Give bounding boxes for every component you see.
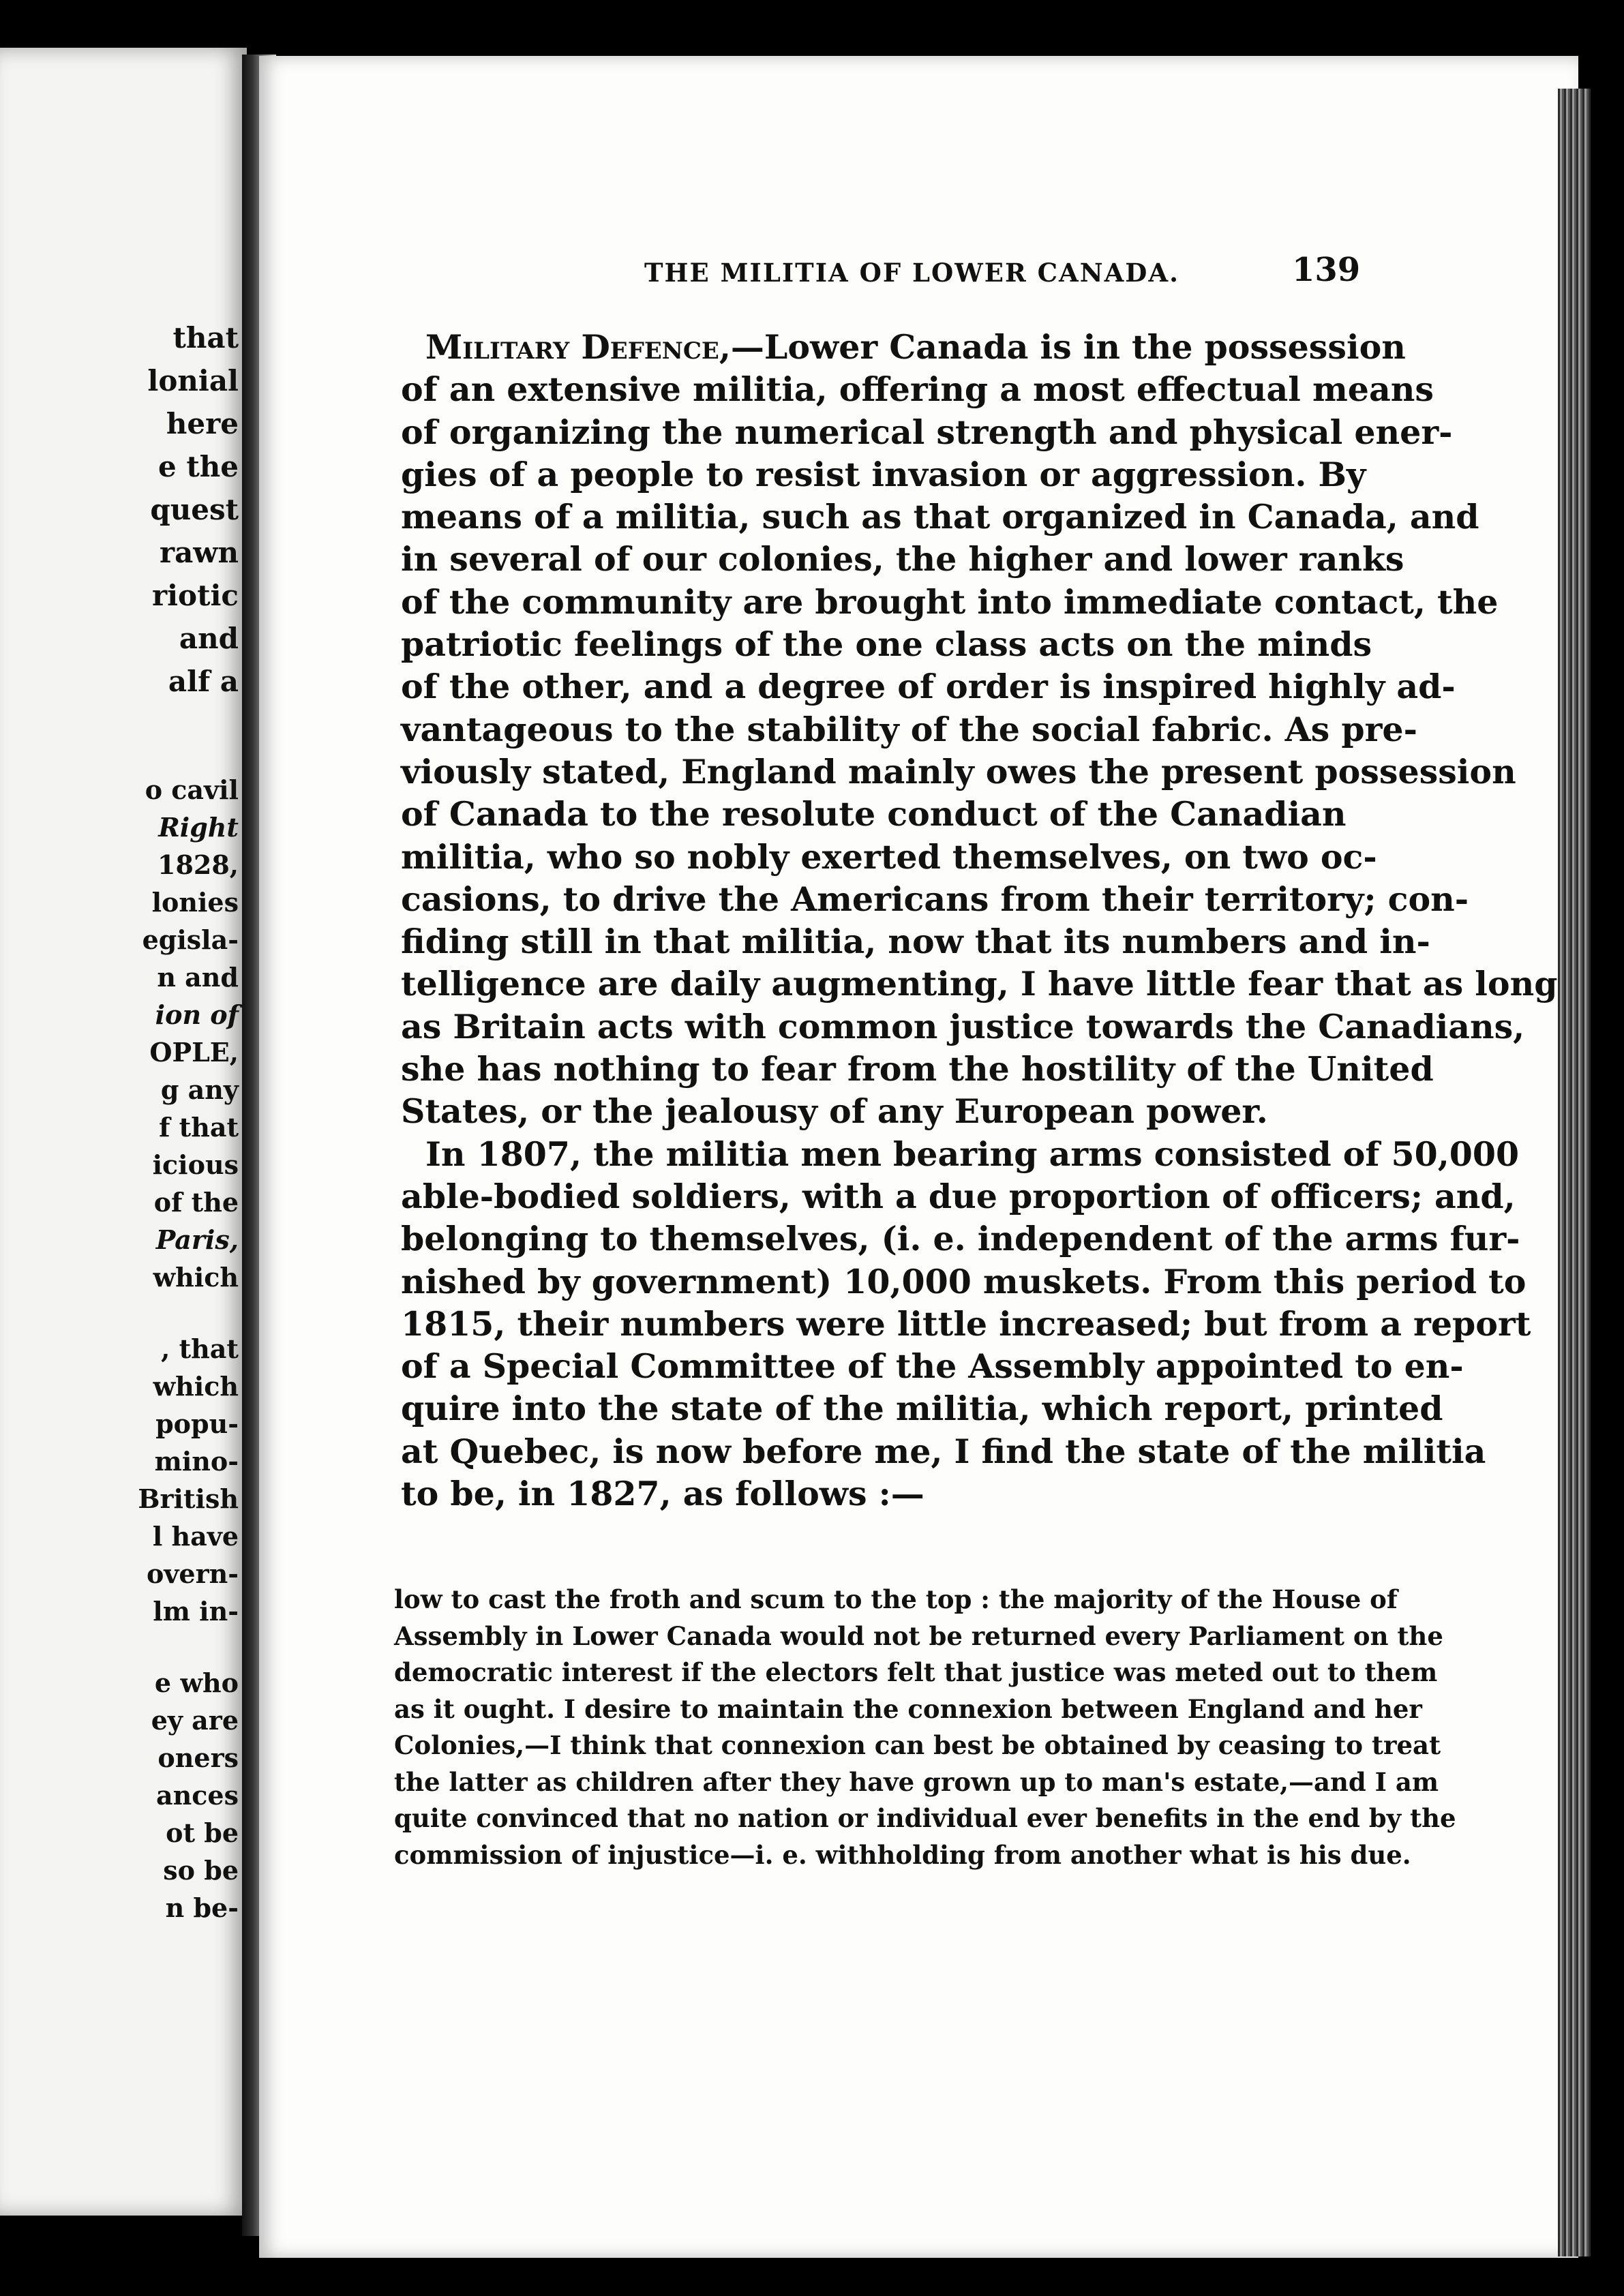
- left-line: mino-: [154, 1446, 239, 1477]
- footnote-line: Assembly in Lower Canada would not be returned every Parliament on the: [394, 1620, 1443, 1651]
- body-line: she has nothing to fear from the hostility of the United: [401, 1049, 1434, 1089]
- left-line: of the: [153, 1187, 239, 1218]
- left-line: quest: [150, 493, 239, 526]
- body-line: vantageous to the stability of the social fabric. As pre-: [401, 709, 1417, 749]
- left-line: rawn: [159, 536, 239, 569]
- body-line: of organizing the numerical strength and physical ener-: [401, 412, 1453, 452]
- body-line: of the community are brought into immediate contact, the: [401, 581, 1499, 622]
- body-line: belonging to themselves, (i. e. independent of the arms fur-: [401, 1219, 1520, 1259]
- body-line: to be, in 1827, as follows :—: [401, 1474, 924, 1514]
- left-line: Right: [158, 812, 239, 843]
- left-line: e the: [157, 450, 239, 483]
- left-line: icious: [152, 1149, 239, 1180]
- footnote-line: as it ought. I desire to maintain the connexion between England and her: [394, 1693, 1422, 1724]
- left-line: here: [166, 407, 239, 440]
- left-line: British: [138, 1483, 239, 1514]
- footnote-line: commission of injustice—i. e. withholding from another what is his due.: [394, 1839, 1411, 1870]
- running-title: THE MILITIA OF LOWER CANADA.: [644, 258, 1179, 288]
- left-line: popu-: [155, 1408, 239, 1439]
- footnote-line: low to cast the froth and scum to the top : the majority of the House of: [394, 1584, 1398, 1614]
- footnote-text: [394, 1582, 1456, 1873]
- body-line: militia, who so nobly exerted themselves, on two oc-: [401, 836, 1377, 877]
- left-line: n and: [157, 962, 239, 993]
- body-line: In 1807, the militia men bearing arms consisted of 50,000: [425, 1134, 1520, 1174]
- left-line: egisla-: [142, 924, 239, 955]
- section-heading: Military Defence,: [425, 327, 731, 367]
- body-line: at Quebec, is now before me, I find the state of the militia: [401, 1431, 1486, 1471]
- left-line: lonies: [151, 887, 239, 918]
- left-line: o cavil: [145, 774, 239, 805]
- body-line: casions, to drive the Americans from their territory; con-: [401, 879, 1469, 919]
- body-line: gies of a people to resist invasion or aggression. By: [401, 454, 1366, 494]
- body-line: quire into the state of the militia, which report, printed: [401, 1389, 1443, 1429]
- left-line: lm in-: [153, 1596, 239, 1627]
- body-text: [401, 326, 1558, 1515]
- left-page: [0, 48, 247, 2216]
- left-line: ot be: [166, 1817, 239, 1848]
- left-line: riotic: [151, 579, 239, 612]
- body-line: of a Special Committee of the Assembly appointed to en-: [401, 1346, 1464, 1387]
- left-line: Paris,: [155, 1224, 239, 1255]
- left-line: , that: [161, 1333, 239, 1364]
- left-line: OPLE,: [149, 1037, 239, 1068]
- body-line: as Britain acts with common justice towards the Canadians,: [401, 1006, 1525, 1046]
- left-line: which: [153, 1371, 239, 1402]
- left-line: ey are: [151, 1705, 239, 1736]
- left-line: 1828,: [157, 849, 239, 880]
- left-line: overn-: [146, 1558, 239, 1589]
- page-number: 139: [1292, 251, 1361, 289]
- left-line: so be: [163, 1855, 239, 1886]
- left-line: n be-: [165, 1892, 239, 1923]
- left-line: that: [172, 321, 239, 354]
- body-line: States, or the jealousy of any European power.: [401, 1091, 1268, 1132]
- footnote-line: democratic interest if the electors felt that justice was meted out to them: [394, 1657, 1438, 1687]
- left-line: e who: [154, 1667, 239, 1698]
- body-line: fiding still in that militia, now that its numbers and in-: [401, 922, 1430, 962]
- left-line: l have: [152, 1521, 239, 1552]
- body-line: able-bodied soldiers, with a due proportion of officers; and,: [401, 1176, 1516, 1216]
- left-line: ances: [156, 1780, 239, 1811]
- body-line: nished by government) 10,000 muskets. From this period to: [401, 1261, 1527, 1301]
- body-line: patriotic feelings of the one class acts on the minds: [401, 624, 1372, 665]
- body-line: 1815, their numbers were little increased; but from a report: [401, 1303, 1531, 1344]
- body-line: Military Defence,—Lower Canada is in the possession: [425, 327, 1406, 367]
- page-edge-stack: [1558, 89, 1591, 2256]
- left-line: lonial: [147, 364, 239, 397]
- left-line: and: [179, 622, 239, 655]
- body-line: in several of our colonies, the higher and lower ranks: [401, 539, 1404, 579]
- left-line: oners: [157, 1742, 239, 1773]
- left-line: which: [153, 1262, 239, 1293]
- body-line: means of a militia, such as that organized in Canada, and: [401, 497, 1479, 537]
- body-line: of an extensive militia, offering a most effectual means: [401, 369, 1434, 410]
- left-line: g any: [160, 1074, 239, 1105]
- left-line: f that: [159, 1112, 239, 1143]
- body-line: viously stated, England mainly owes the present possession: [401, 751, 1516, 791]
- body-line: of the other, and a degree of order is inspired highly ad-: [401, 667, 1456, 707]
- left-line: ion of: [155, 999, 239, 1030]
- footnote-line: Colonies,—I think that connexion can best be obtained by ceasing to treat: [394, 1730, 1441, 1760]
- footnote-line: the latter as children after they have grown up to man's estate,—and I am: [394, 1766, 1439, 1797]
- left-line: alf a: [168, 665, 239, 698]
- body-line: telligence are daily augmenting, I have little fear that as long: [401, 964, 1558, 1004]
- body-line: of Canada to the resolute conduct of the Canadian: [401, 794, 1347, 834]
- footnote-line: quite convinced that no nation or individual ever benefits in the end by the: [394, 1803, 1456, 1833]
